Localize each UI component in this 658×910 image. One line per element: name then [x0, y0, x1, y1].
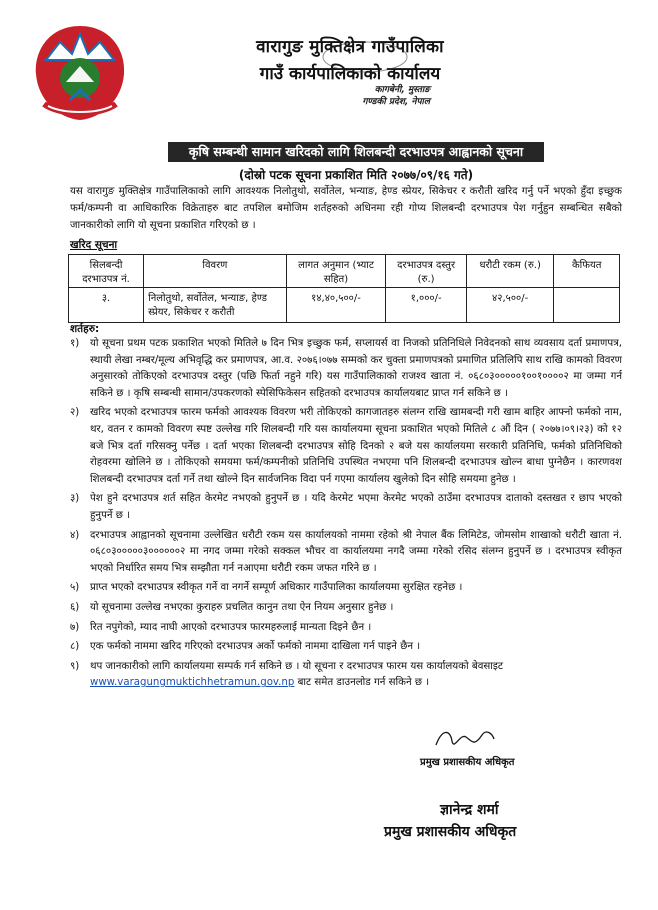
stamp-circle-icon — [300, 40, 430, 74]
cell-description: निलोतुथो, सर्वोतेल, भन्याङ, हेण्ड स्प्रेयर, सिकेचर र करौती — [144, 288, 287, 323]
col-remarks: कैफियत — [554, 255, 620, 288]
term-number: ७) — [70, 621, 80, 633]
col-bid-fee: दरभाउपत्र दस्तुर (रु.) — [386, 255, 466, 288]
list-item — [70, 336, 622, 402]
signature-scribble-icon — [430, 725, 500, 755]
term-text — [90, 659, 622, 692]
cell-remarks — [554, 288, 620, 323]
term-number: ८) — [70, 641, 80, 653]
website-link[interactable]: www.varagungmuktichhetramun.gov.np — [90, 677, 295, 689]
list-item — [70, 491, 622, 524]
list-item — [70, 580, 622, 597]
list-item — [70, 405, 622, 488]
term-text: पेश हुने दरभाउपत्र शर्त सहित केरमेट नभएको हुनुपर्ने छ । यदि केरमेट भएमा केरमेट भएको ठाउँमा दरभाउपत्र दाताको दस्तखत र छाप भएको हुनुपर्ने छ । — [90, 493, 622, 521]
term-number: ९) — [70, 660, 80, 672]
cell-bid-number: ३. — [69, 288, 144, 323]
cell-bid-fee: १,०००/- — [386, 288, 466, 323]
notice-title: कृषि सम्बन्धी सामान खरिदको लागि शिलबन्दी दरभाउपत्र आह्वानको सूचना — [168, 142, 544, 162]
signatory-name: ज्ञानेन्द्र शर्मा — [440, 802, 499, 818]
term-text: प्राप्त भएको दरभाउपत्र स्वीकृत गर्ने वा नगर्ने सम्पूर्ण अधिकार गाउँपालिका कार्यालयमा सुरक्षित रहनेछ । — [90, 582, 463, 594]
tender-heading: खरिद सूचना — [70, 239, 118, 251]
term-text: यो सूचनामा उल्लेख नभएका कुराहरु प्रचलित कानुन तथा ऐन नियम अनुसार हुनेछ । — [90, 601, 394, 613]
stamp-line-1: कागबेनी, मुस्ताङ — [374, 85, 430, 95]
list-item — [70, 620, 622, 637]
signature-designation-small: प्रमुख प्रशासकीय अधिकृत — [420, 757, 515, 768]
office-name: वारागुङ मुक्तिक्षेत्र गाउँपालिका — [256, 37, 444, 57]
intro-paragraph: यस वारागुङ मुक्तिक्षेत्र गाउँपालिकाको लागि आवश्यक निलोतुथो, सर्वोतेल, भन्याङ, हेण्ड स्प्रेयर, सिकेचर र करौती खरिद गर्नु पर्ने भएको हुँदा इच्छुक फर्म/कम्पनी वा आधिकारिक विक्रेताहरु बाट तपशिल बमोजिम शर्तहरुको अधिनमा रही गोप्य शिलबन्दी दरभाउपत्र पेश गर्नुहुन सम्बन्धित सबैको जानकारीको लागि यो सूचना प्रकाशित गरिएको छ । — [70, 186, 622, 231]
tender-table — [68, 254, 620, 323]
signatory-title: प्रमुख प्रशासकीय अधिकृत — [384, 824, 517, 840]
term-text: दरभाउपत्र आह्वानको सूचनामा उल्लेखित धरौटी रकम यस कार्यालयको नाममा रहेको श्री नेपाल बैंक लिमिटेड, जोमसोम शाखाको धरौटी खाता नं. ०६८०३०००००३००००००२ मा नगद जम्मा गरेको सक्कल भौचर वा कार्यालयमा नगदै जम्मा गरेको रसिद संलग्न हुनुपर्ने छ । दरभाउपत्र स्वीकृत भएको निर्धारित समय भित्र सम्झौता गर्न नआएमा धरौटी रकम जफत गरिने छ । — [90, 529, 622, 574]
term-text-main: थप जानकारीको लागि कार्यालयमा सम्पर्क गर्न सकिने छ । यो सूचना र दरभाउपत्र फारम यस कार्यालयको बेवसाइट — [90, 660, 504, 672]
term-number: २) — [70, 407, 80, 419]
term-number: ६) — [70, 601, 80, 613]
term-text: यो सूचना प्रथम पटक प्रकाशित भएको मितिले ७ दिन भित्र इच्छुक फर्म, सप्लायर्स वा निजको प्रतिनिधिले निवेदनको साथ व्यवसाय दर्ता प्रमाणपत्र, स्थायी लेखा नम्बर/मूल्य अभिवृद्धि कर प्रमाणपत्र, आ.व. २०७६।०७७ सम्मको कर चुक्ता प्रमाणपत्रको प्रमाणित प्रतिलिपि साथ राखि कामको विवरण अनुसारको तोकिएको दरभाउपत्र दस्तुर (पछि फिर्ता नहुने गरि) यस गाउँपालिकाको राजश्व खाता नं. ०६८०३०००००१००१००००२ मा जम्मा गर्न सकिने छ । कृषि सम्बन्धी सामान/उपकरणको स्पेसिफिकेसन सहितको दरभाउपत्र कार्यालयबाट प्राप्त गर्न सकिने छ । — [90, 338, 622, 399]
term-number: ३) — [70, 493, 80, 505]
publication-date-line: (दोस्रो पटक सूचना प्रकाशित मिति २०७७/०९/१६ गते) — [238, 168, 474, 182]
cell-cost-estimate: १४,४०,५००/- — [286, 288, 386, 323]
website-suffix: बाट समेत डाउनलोड गर्न सकिने छ । — [294, 677, 430, 689]
col-bid-number: सिलबन्दी दरभाउपत्र नं. — [69, 255, 144, 288]
term-number: ५) — [70, 582, 80, 594]
term-text: खरिद भएको दरभाउपत्र फारम फर्मको आवश्यक विवरण भरी तोकिएको कागजातहरु संलग्न राखि खामबन्दी गरी खाम बाहिर आफ्नो फर्मको नाम, थर, वतन र कामको विवरण स्पष्ट उल्लेख गरि शिलबन्दी गरि यस कार्यालयमा सूचना प्रकाशित भएको मितिले ८ औं दिन ( २०७७।०९।२३) को १२ बजे भित्र दर्ता गरिसक्नु पर्नेछ । दर्ता भएका शिलबन्दी दरभाउपत्र सोहि दिनको २ बजे यस कार्यालयमा सरकारी प्रतिनिधि, फर्मको प्रतिनिधिको रोहवरमा खोलिने छ । तोकिएको समयमा फर्म/कम्पनीको प्रतिनिधि उपस्थित नभएमा पनि शिलबन्दी दरभाउपत्र खोल्न बाधा पुग्नेछैन । कारणवश शिलबन्दी दरभाउपत्र दर्ता गर्ने तथा खोल्ने दिन सार्वजनिक विदा पर्न गएमा कार्यालय खुलेको दिन सोहि समयमा हुनेछ । — [90, 407, 622, 485]
col-deposit: धरौटी रकम (रु.) — [466, 255, 554, 288]
nepal-emblem-icon — [26, 20, 134, 124]
list-item — [70, 600, 622, 617]
cell-deposit: ४२,५००/- — [466, 288, 554, 323]
list-item — [70, 659, 622, 692]
terms-list — [70, 336, 622, 695]
terms-heading: शर्तहरु: — [70, 323, 100, 335]
term-number: १) — [70, 338, 80, 349]
stamp-line-2: गण्डकी प्रदेश, नेपाल — [362, 97, 430, 107]
office-stamp — [300, 40, 430, 120]
term-text: एक फर्मको नाममा खरिद गरिएको दरभाउपत्र अर्को फर्मको नाममा दाखिला गर्न पाइने छैन । — [90, 641, 421, 653]
stamp-text — [300, 84, 430, 108]
col-cost-estimate: लागत अनुमान (भ्याट सहित) — [286, 255, 386, 288]
col-description: विवरण — [144, 255, 287, 288]
list-item — [70, 639, 622, 656]
term-text: रित नपुगेको, म्याद नाघी आएको दरभाउपत्र फारमहरुलाई मान्यता दिइने छैन । — [90, 621, 372, 633]
term-number: ४) — [70, 529, 80, 541]
list-item — [70, 528, 622, 578]
office-subtitle: गाउँ कार्यपालिकाको कार्यालय — [259, 64, 441, 84]
table-header-row — [69, 255, 620, 288]
table-row — [69, 288, 620, 323]
